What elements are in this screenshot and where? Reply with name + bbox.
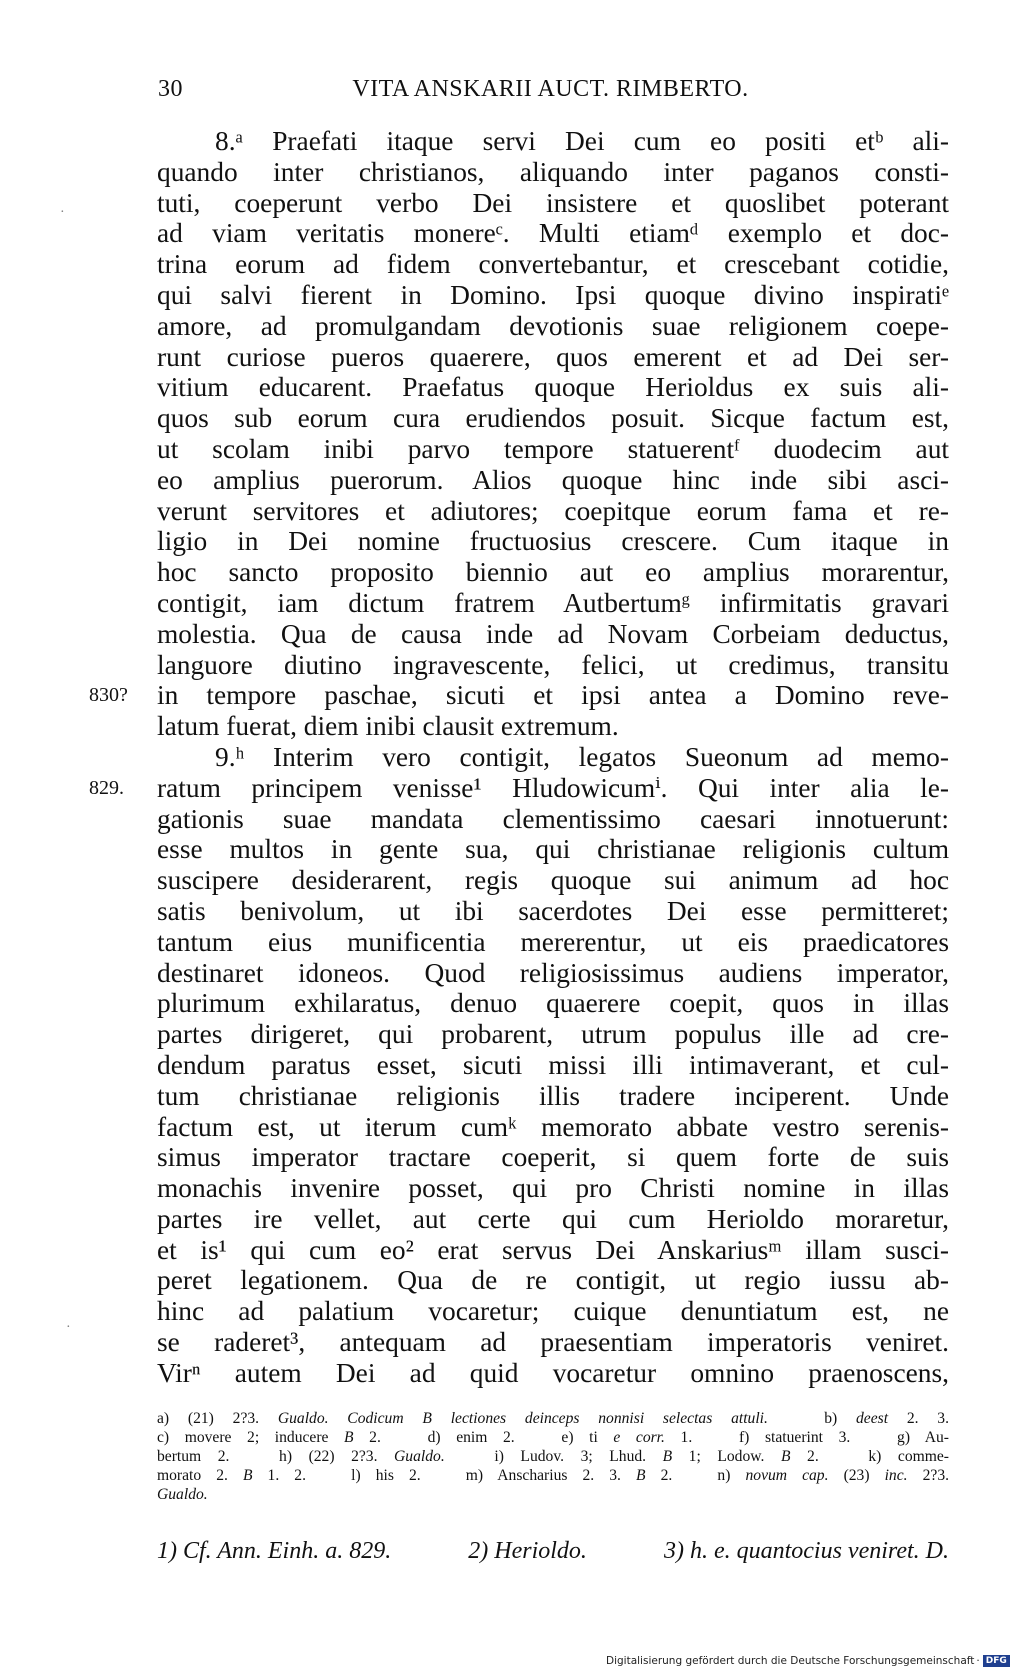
- page-number: 30: [158, 76, 183, 102]
- text-line-content: suscipere desiderarent, regis quoque sui animum ad hoc: [157, 865, 949, 896]
- text-line-content: ratum principem venisse¹ Hludowicumⁱ. Qui inter alia le-: [157, 772, 949, 803]
- text-line: [157, 342, 949, 373]
- footnote-line: morato 2. B 1. 2. l) his 2. m) Anscharius 2. 3. B 2. n) novum cap. (23) inc. 2?3.: [157, 1467, 950, 1484]
- text-line: [157, 1265, 949, 1296]
- text-line: [157, 403, 949, 434]
- text-line: [157, 865, 949, 896]
- digitization-credit: Digitalisierung gefördert durch die Deutsche Forschungsgemeinschaft · DFG: [606, 1655, 1010, 1667]
- text-line: [157, 218, 949, 249]
- text-line-content: molestia. Qua de causa inde ad Novam Corbeiam deductus,: [157, 618, 949, 649]
- text-line-content: vitium educarent. Praefatus quoque Herioldus ex suis ali-: [157, 372, 949, 403]
- text-line-content: verunt servitores et adiutores; coepitque eorum fama et re-: [157, 495, 949, 526]
- text-line-content: partes dirigeret, qui probarent, utrum populus ille ad cre-: [157, 1019, 949, 1050]
- text-line-content: tum christianae religionis illis tradere inciperent. Unde: [157, 1080, 949, 1111]
- text-line-content: in tempore paschae, sicuti et ipsi antea a Domino reve-: [157, 680, 949, 711]
- text-line-content: plurimum exhilaratus, denuo quaerere coepit, quos in illas: [157, 988, 949, 1019]
- footnote-line: bertum 2. h) (22) 2?3. Gualdo. i) Ludov. 3; Lhud. B 1; Lodow. B 2. k) comme-: [157, 1448, 949, 1465]
- text-line-content: qui salvi fierent in Domino. Ipsi quoque divino inspiratiᵉ: [157, 279, 949, 310]
- text-line: [157, 126, 949, 157]
- text-line-content: et is¹ qui cum eo² erat servus Dei Anskariusᵐ illam susci-: [157, 1234, 949, 1265]
- text-line: [157, 834, 949, 865]
- text-line-content: 9.ʰ Interim vero contigit, legatos Sueonum ad memo-: [215, 741, 949, 772]
- margin-date: 830?: [89, 684, 128, 707]
- text-line-content: dendum paratus esset, sicuti missi illi intimaverant, et cul-: [157, 1049, 949, 1080]
- footnote-line: c) movere 2; inducere B 2. d) enim 2. e) ti e corr. 1. f) statuerint 3. g) Au-: [157, 1429, 949, 1446]
- main-text: [89, 126, 949, 1389]
- text-line: [157, 650, 949, 681]
- text-line-content: partes ire vellet, aut certe qui cum Herioldo moraretur,: [157, 1203, 949, 1234]
- text-line-content: se raderet³, antequam ad praesentiam imperatoris veniret.: [157, 1327, 949, 1358]
- text-line-content: languore diutino ingravescente, felici, ut credimus, transitu: [157, 649, 949, 680]
- text-line-content: gationis suae mandata clementissimo caesari innotuerunt:: [157, 803, 949, 834]
- text-line-content: Virⁿ autem Dei ad quid vocaretur omnino praenoscens,: [157, 1357, 949, 1388]
- text-line: [157, 249, 949, 280]
- footnote-line: a) (21) 2?3. Gualdo. Codicum B lectiones deinceps nonnisi selectas attuli. b) deest 2. 3.: [157, 1410, 949, 1427]
- reference-3: 3) h. e. quantocius veniret. D.: [663, 1538, 949, 1564]
- running-title: VITA ANSKARII AUCT. RIMBERTO.: [352, 76, 749, 102]
- text-line: [157, 434, 949, 465]
- text-line: [157, 804, 949, 835]
- scan-speck: ·: [60, 205, 65, 220]
- text-line-content: runt curiose pueros quaerere, quos emerent et ad Dei ser-: [157, 341, 949, 372]
- text-line-content: contigit, iam dictum fratrem Autbertumᵍ infirmitatis gravari: [157, 587, 949, 618]
- text-line: [157, 958, 949, 989]
- credit-text: Digitalisierung gefördert durch die Deutsche Forschungsgemeinschaft: [606, 1655, 975, 1667]
- text-line-content: monachis invenire posset, qui pro Christi nomine in illas: [157, 1173, 949, 1204]
- text-line-content: peret legationem. Qua de re contigit, ut regio iussu ab-: [157, 1265, 949, 1296]
- text-line-content: quos sub eorum cura erudiendos posuit. Sicque factum est,: [157, 403, 949, 434]
- text-line: [157, 1358, 949, 1389]
- text-line-content: latum fuerat, diem inibi clausit extremum.: [157, 711, 619, 742]
- text-line: [157, 465, 949, 496]
- text-line: [157, 1050, 949, 1081]
- text-line-content: ut scolam inibi parvo tempore statuerentᶠ duodecim aut: [157, 433, 949, 464]
- text-line-content: ligio in Dei nomine fructuosius crescere. Cum itaque in: [157, 526, 949, 557]
- text-line: [157, 711, 949, 742]
- text-line-content: destinaret idoneos. Quod religiosissimus audiens imperator,: [157, 957, 949, 988]
- reference-1: 1) Cf. Ann. Einh. a. 829.: [157, 1538, 392, 1564]
- text-line: [157, 1173, 949, 1204]
- text-line-content: hinc ad palatium vocaretur; cuique denuntiatum est, ne: [157, 1296, 949, 1327]
- text-line: [157, 588, 949, 619]
- text-line: [157, 927, 949, 958]
- text-line: [157, 372, 949, 403]
- text-line-content: amore, ad promulgandam devotionis suae religionem coepe-: [157, 310, 949, 341]
- source-references: [157, 1538, 949, 1565]
- text-line: [157, 988, 949, 1019]
- margin-date: 829.: [89, 776, 124, 799]
- reference-2: 2) Herioldo.: [468, 1538, 587, 1564]
- text-line: [89, 680, 949, 711]
- text-line: [157, 1327, 949, 1358]
- text-line-content: 8.ᵃ Praefati itaque servi Dei cum eo positi etᵇ ali-: [215, 126, 949, 156]
- text-line: [157, 188, 949, 219]
- text-line: [157, 1235, 949, 1266]
- text-line: [157, 1112, 949, 1143]
- text-line-content: satis benivolum, ut ibi sacerdotes Dei esse permitteret;: [157, 895, 949, 926]
- text-line: [157, 742, 949, 773]
- text-line: [157, 280, 949, 311]
- text-line-content: tantum eius munificentia mererentur, ut eis praedicatores: [157, 926, 949, 957]
- dfg-logo: DFG: [983, 1655, 1010, 1667]
- text-line: [157, 1296, 949, 1327]
- critical-apparatus: [157, 1409, 949, 1504]
- text-line: [157, 496, 949, 527]
- text-line: [157, 1204, 949, 1235]
- text-line-content: quando inter christianos, aliquando inter paganos consti-: [157, 156, 949, 187]
- text-line-content: hoc sancto proposito biennio aut eo amplius morarentur,: [157, 557, 949, 588]
- text-line: [157, 311, 949, 342]
- footnote-line: Gualdo.: [157, 1486, 208, 1503]
- text-line-content: simus imperator tractare coeperit, si quem forte de suis: [157, 1142, 949, 1173]
- text-line-content: ad viam veritatis monereᶜ. Multi etiamᵈ exemplo et doc-: [157, 218, 949, 249]
- footnote-rule: [157, 1393, 197, 1397]
- text-line: [89, 772, 949, 804]
- text-line: [157, 1019, 949, 1050]
- scan-speck: ·: [66, 1320, 71, 1335]
- text-line: [157, 157, 949, 188]
- text-line: [157, 1081, 949, 1112]
- text-line: [157, 526, 949, 557]
- text-line-content: trina eorum ad fidem convertebantur, et crescebant cotidie,: [157, 249, 949, 280]
- text-line-content: eo amplius puerorum. Alios quoque hinc inde sibi asci-: [157, 464, 949, 495]
- text-line: [157, 619, 949, 650]
- text-line-content: factum est, ut iterum cumᵏ memorato abbate vestro serenis-: [157, 1111, 949, 1142]
- text-line: [157, 557, 949, 588]
- text-line-content: esse multos in gente sua, qui christianae religionis cultum: [157, 834, 949, 865]
- text-line: [157, 1142, 949, 1173]
- text-line-content: tuti, coeperunt verbo Dei insistere et quoslibet poterant: [157, 187, 949, 218]
- text-line: [157, 896, 949, 927]
